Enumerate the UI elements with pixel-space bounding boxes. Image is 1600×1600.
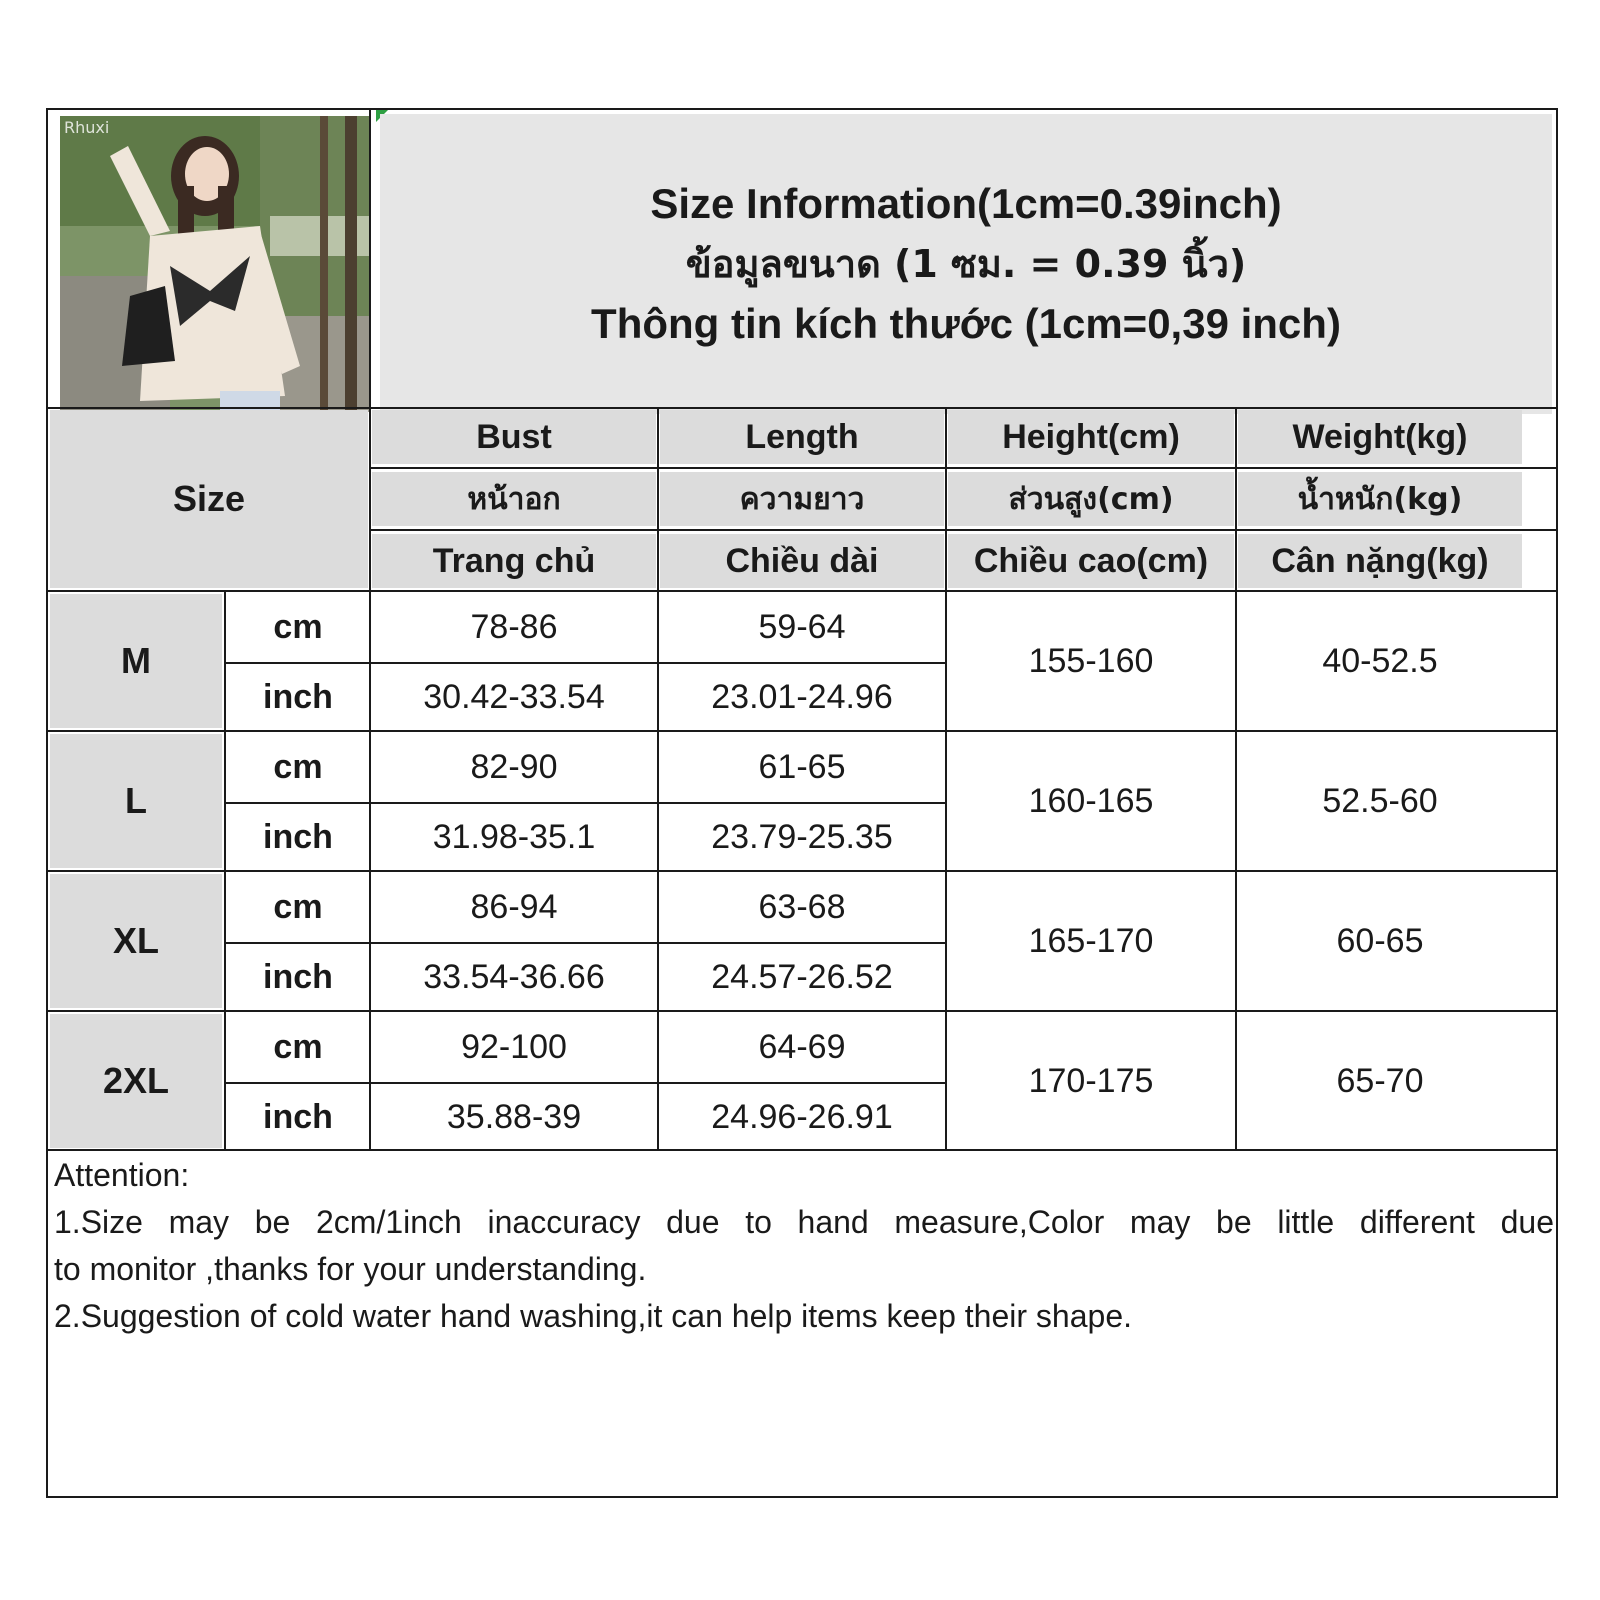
unit-cm: cm [228, 1014, 368, 1080]
attention-heading: Attention: [54, 1157, 190, 1193]
size-m-label: M [50, 594, 222, 728]
weight-xl: 60-65 [1238, 874, 1522, 1008]
bust-cm-xl: 86-94 [372, 874, 656, 940]
bust-cm-2xl: 92-100 [372, 1014, 656, 1080]
weight-2xl: 65-70 [1238, 1014, 1522, 1148]
unit-inch: inch [228, 806, 368, 868]
size-xl-label: XL [50, 874, 222, 1008]
title-thai: ข้อมูลขนาด (1 ซม. = 0.39 นิ้ว) [685, 242, 1247, 286]
length-cm-2xl: 64-69 [660, 1014, 944, 1080]
length-header-vi: Chiều dài [660, 534, 944, 588]
length-header-en: Length [660, 410, 944, 464]
bust-inch-2xl: 35.88-39 [372, 1086, 656, 1148]
length-inch-l: 23.79-25.35 [660, 806, 944, 868]
length-inch-m: 23.01-24.96 [660, 666, 944, 728]
bust-cm-l: 82-90 [372, 734, 656, 800]
size-chart [46, 108, 1558, 1498]
bust-inch-xl: 33.54-36.66 [372, 946, 656, 1008]
height-header-en: Height(cm) [948, 410, 1234, 464]
title-english: Size Information(1cm=0.39inch) [650, 180, 1282, 227]
bust-inch-l: 31.98-35.1 [372, 806, 656, 868]
attention-line-1: 1.Size may be 2cm/1inch inaccuracy due to hand measure,Color may be little different due [54, 1204, 1554, 1240]
length-inch-xl: 24.57-26.52 [660, 946, 944, 1008]
unit-inch: inch [228, 1086, 368, 1148]
length-cm-xl: 63-68 [660, 874, 944, 940]
attention-line-2: to monitor ,thanks for your understanding. [54, 1251, 647, 1287]
length-cm-m: 59-64 [660, 594, 944, 660]
unit-inch: inch [228, 946, 368, 1008]
length-inch-2xl: 24.96-26.91 [660, 1086, 944, 1148]
weight-header-th: น้ำหนัก(kg) [1238, 472, 1522, 526]
attention-notes [54, 1152, 1554, 1340]
height-m: 155-160 [948, 594, 1234, 728]
weight-header-vi: Cân nặng(kg) [1238, 534, 1522, 588]
unit-cm: cm [228, 734, 368, 800]
height-header-vi: Chiều cao(cm) [948, 534, 1234, 588]
title-vietnamese: Thông tin kích thước (1cm=0,39 inch) [591, 300, 1341, 347]
length-cm-l: 61-65 [660, 734, 944, 800]
bust-inch-m: 30.42-33.54 [372, 666, 656, 728]
bust-header-vi: Trang chủ [372, 534, 656, 588]
unit-cm: cm [228, 874, 368, 940]
height-xl: 165-170 [948, 874, 1234, 1008]
size-l-label: L [50, 734, 222, 868]
photo-watermark: Rhuxi [64, 118, 110, 137]
unit-inch: inch [228, 666, 368, 728]
weight-l: 52.5-60 [1238, 734, 1522, 868]
bust-cm-m: 78-86 [372, 594, 656, 660]
height-2xl: 170-175 [948, 1014, 1234, 1148]
height-header-th: ส่วนสูง(cm) [948, 472, 1234, 526]
attention-line-3: 2.Suggestion of cold water hand washing,it can help items keep their shape. [54, 1298, 1132, 1334]
bust-header-th: หน้าอก [372, 472, 656, 526]
weight-m: 40-52.5 [1238, 594, 1522, 728]
length-header-th: ความยาว [660, 472, 944, 526]
size-2xl-label: 2XL [50, 1014, 222, 1148]
bust-header-en: Bust [372, 410, 656, 464]
weight-header-en: Weight(kg) [1238, 410, 1522, 464]
size-header: Size [50, 410, 368, 588]
unit-cm: cm [228, 594, 368, 660]
height-l: 160-165 [948, 734, 1234, 868]
